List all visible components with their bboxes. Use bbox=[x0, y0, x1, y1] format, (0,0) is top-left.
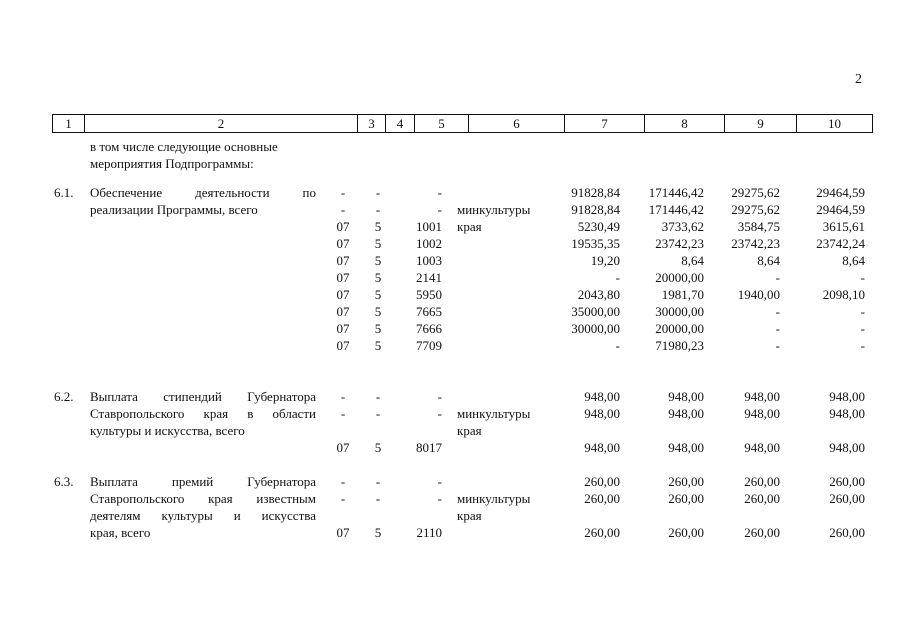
code-col3: - bbox=[340, 389, 346, 404]
amount-value: 260,00 bbox=[668, 525, 704, 540]
amount-value: 35000,00 bbox=[571, 304, 620, 319]
code-col3: - bbox=[340, 202, 346, 217]
column-header: 3 bbox=[358, 115, 386, 133]
code-col5: 2141 bbox=[416, 270, 442, 285]
amount-value: 23742,24 bbox=[816, 236, 865, 251]
amount-value: - bbox=[860, 270, 865, 285]
section-number: 6.2. bbox=[54, 389, 74, 404]
code-col4: 5 bbox=[374, 236, 382, 251]
column-header: 10 bbox=[797, 115, 873, 133]
section-title-line: Выплата стипендий Губернатора bbox=[90, 389, 316, 404]
code-col3: 07 bbox=[336, 525, 350, 540]
section-title-line: края, всего bbox=[90, 525, 151, 540]
code-col3: 07 bbox=[336, 270, 350, 285]
code-col3: 07 bbox=[336, 236, 350, 251]
amount-value: 30000,00 bbox=[655, 304, 704, 319]
amount-value: 260,00 bbox=[668, 491, 704, 506]
code-col3: 07 bbox=[336, 219, 350, 234]
code-col5: 8017 bbox=[416, 440, 442, 455]
agency-label: края bbox=[457, 423, 482, 438]
column-header: 8 bbox=[645, 115, 725, 133]
code-col4: - bbox=[375, 389, 381, 404]
amount-value: 19,20 bbox=[590, 253, 620, 268]
agency-label: минкультуры bbox=[457, 491, 531, 506]
column-header: 6 bbox=[469, 115, 565, 133]
code-col5: 7709 bbox=[416, 338, 442, 353]
code-col4: 5 bbox=[374, 253, 382, 268]
amount-value: 71980,23 bbox=[655, 338, 704, 353]
amount-value: 260,00 bbox=[744, 491, 780, 506]
column-header: 4 bbox=[386, 115, 415, 133]
amount-value: 3615,61 bbox=[822, 219, 865, 234]
code-col3: - bbox=[340, 474, 346, 489]
amount-value: 948,00 bbox=[668, 440, 704, 455]
amount-value: 8,64 bbox=[757, 253, 780, 268]
amount-value: 948,00 bbox=[584, 389, 620, 404]
code-col5: - bbox=[437, 406, 442, 421]
amount-value: 29464,59 bbox=[816, 185, 865, 200]
amount-value: 8,64 bbox=[842, 253, 865, 268]
amount-value: 91828,84 bbox=[571, 185, 620, 200]
amount-value: 260,00 bbox=[584, 525, 620, 540]
column-header: 7 bbox=[565, 115, 645, 133]
code-col3: - bbox=[340, 491, 346, 506]
amount-value: 5230,49 bbox=[577, 219, 620, 234]
code-col3: 07 bbox=[336, 304, 350, 319]
code-col4: 5 bbox=[374, 321, 382, 336]
code-col3: 07 bbox=[336, 287, 350, 302]
amount-value: 1940,00 bbox=[737, 287, 780, 302]
amount-value: 30000,00 bbox=[571, 321, 620, 336]
code-col5: 5950 bbox=[416, 287, 442, 302]
amount-value: 8,64 bbox=[681, 253, 704, 268]
code-col3: - bbox=[340, 185, 346, 200]
code-col3: 07 bbox=[336, 338, 350, 353]
code-col3: - bbox=[340, 406, 346, 421]
code-col4: - bbox=[375, 185, 381, 200]
section-number: 6.3. bbox=[54, 474, 74, 489]
code-col4: - bbox=[375, 491, 381, 506]
amount-value: - bbox=[775, 304, 780, 319]
code-col5: 7665 bbox=[416, 304, 442, 319]
amount-value: 171446,42 bbox=[648, 185, 704, 200]
amount-value: 948,00 bbox=[584, 440, 620, 455]
amount-value: 3584,75 bbox=[737, 219, 780, 234]
amount-value: 23742,23 bbox=[731, 236, 780, 251]
section-title-line: Обеспечение деятельности по bbox=[90, 185, 316, 200]
column-header: 9 bbox=[725, 115, 797, 133]
code-col5: 1003 bbox=[416, 253, 442, 268]
section-title-line: Ставропольского края в области bbox=[90, 406, 316, 421]
amount-value: 3733,62 bbox=[661, 219, 704, 234]
code-col4: 5 bbox=[374, 270, 382, 285]
amount-value: 260,00 bbox=[584, 491, 620, 506]
code-col5: - bbox=[437, 185, 442, 200]
code-col4: 5 bbox=[374, 287, 382, 302]
amount-value: 260,00 bbox=[829, 474, 865, 489]
amount-value: - bbox=[775, 338, 780, 353]
amount-value: 2043,80 bbox=[577, 287, 620, 302]
amount-value: - bbox=[775, 270, 780, 285]
amount-value: 948,00 bbox=[829, 406, 865, 421]
code-col5: 1002 bbox=[416, 236, 442, 251]
column-header-row bbox=[52, 114, 873, 133]
section-title-line: Выплата премий Губернатора bbox=[90, 474, 316, 489]
code-col4: 5 bbox=[374, 525, 382, 540]
amount-value: 29275,62 bbox=[731, 202, 780, 217]
agency-label: минкультуры bbox=[457, 202, 531, 217]
amount-value: 260,00 bbox=[744, 474, 780, 489]
code-col5: 2110 bbox=[416, 525, 442, 540]
amount-value: 948,00 bbox=[829, 389, 865, 404]
amount-value: 948,00 bbox=[668, 389, 704, 404]
column-header: 2 bbox=[85, 115, 358, 133]
amount-value: 20000,00 bbox=[655, 270, 704, 285]
amount-value: 948,00 bbox=[744, 440, 780, 455]
amount-value: 260,00 bbox=[668, 474, 704, 489]
amount-value: - bbox=[775, 321, 780, 336]
column-header: 1 bbox=[53, 115, 85, 133]
agency-label: края bbox=[457, 219, 482, 234]
amount-value: 948,00 bbox=[829, 440, 865, 455]
amount-value: 948,00 bbox=[744, 389, 780, 404]
amount-value: 948,00 bbox=[668, 406, 704, 421]
code-col5: - bbox=[437, 389, 442, 404]
amount-value: - bbox=[860, 321, 865, 336]
amount-value: 171446,42 bbox=[648, 202, 704, 217]
amount-value: 260,00 bbox=[829, 525, 865, 540]
code-col4: - bbox=[375, 406, 381, 421]
code-col4: - bbox=[375, 474, 381, 489]
amount-value: 2098,10 bbox=[822, 287, 865, 302]
amount-value: 91828,84 bbox=[571, 202, 620, 217]
code-col5: 7666 bbox=[416, 321, 442, 336]
agency-label: минкультуры bbox=[457, 406, 531, 421]
page-number: 2 bbox=[855, 72, 862, 87]
code-col4: 5 bbox=[374, 304, 382, 319]
amount-value: 948,00 bbox=[584, 406, 620, 421]
code-col4: 5 bbox=[374, 440, 382, 455]
code-col3: 07 bbox=[336, 440, 350, 455]
code-col5: 1001 bbox=[416, 219, 442, 234]
amount-value: - bbox=[615, 270, 620, 285]
amount-value: 260,00 bbox=[744, 525, 780, 540]
code-col4: 5 bbox=[374, 219, 382, 234]
amount-value: 260,00 bbox=[584, 474, 620, 489]
amount-value: 1981,70 bbox=[661, 287, 704, 302]
amount-value: 29464,59 bbox=[816, 202, 865, 217]
amount-value: - bbox=[860, 338, 865, 353]
intro-text: мероприятия Подпрограммы: bbox=[90, 156, 254, 171]
section-number: 6.1. bbox=[54, 185, 74, 200]
section-title-line: культуры и искусства, всего bbox=[90, 423, 245, 438]
code-col3: 07 bbox=[336, 321, 350, 336]
section-title-line: реализации Программы, всего bbox=[90, 202, 258, 217]
code-col5: - bbox=[437, 202, 442, 217]
column-header: 5 bbox=[415, 115, 469, 133]
code-col4: - bbox=[375, 202, 381, 217]
amount-value: 20000,00 bbox=[655, 321, 704, 336]
section-title-line: Ставропольского края известным bbox=[90, 491, 316, 506]
code-col4: 5 bbox=[374, 338, 382, 353]
agency-label: края bbox=[457, 508, 482, 523]
amount-value: 23742,23 bbox=[655, 236, 704, 251]
amount-value: 29275,62 bbox=[731, 185, 780, 200]
intro-text: в том числе следующие основные bbox=[90, 139, 278, 154]
code-col3: 07 bbox=[336, 253, 350, 268]
amount-value: 19535,35 bbox=[571, 236, 620, 251]
amount-value: 948,00 bbox=[744, 406, 780, 421]
section-title-line: деятелям культуры и искусства bbox=[90, 508, 316, 523]
amount-value: 260,00 bbox=[829, 491, 865, 506]
code-col5: - bbox=[437, 474, 442, 489]
code-col5: - bbox=[437, 491, 442, 506]
amount-value: - bbox=[860, 304, 865, 319]
amount-value: - bbox=[615, 338, 620, 353]
